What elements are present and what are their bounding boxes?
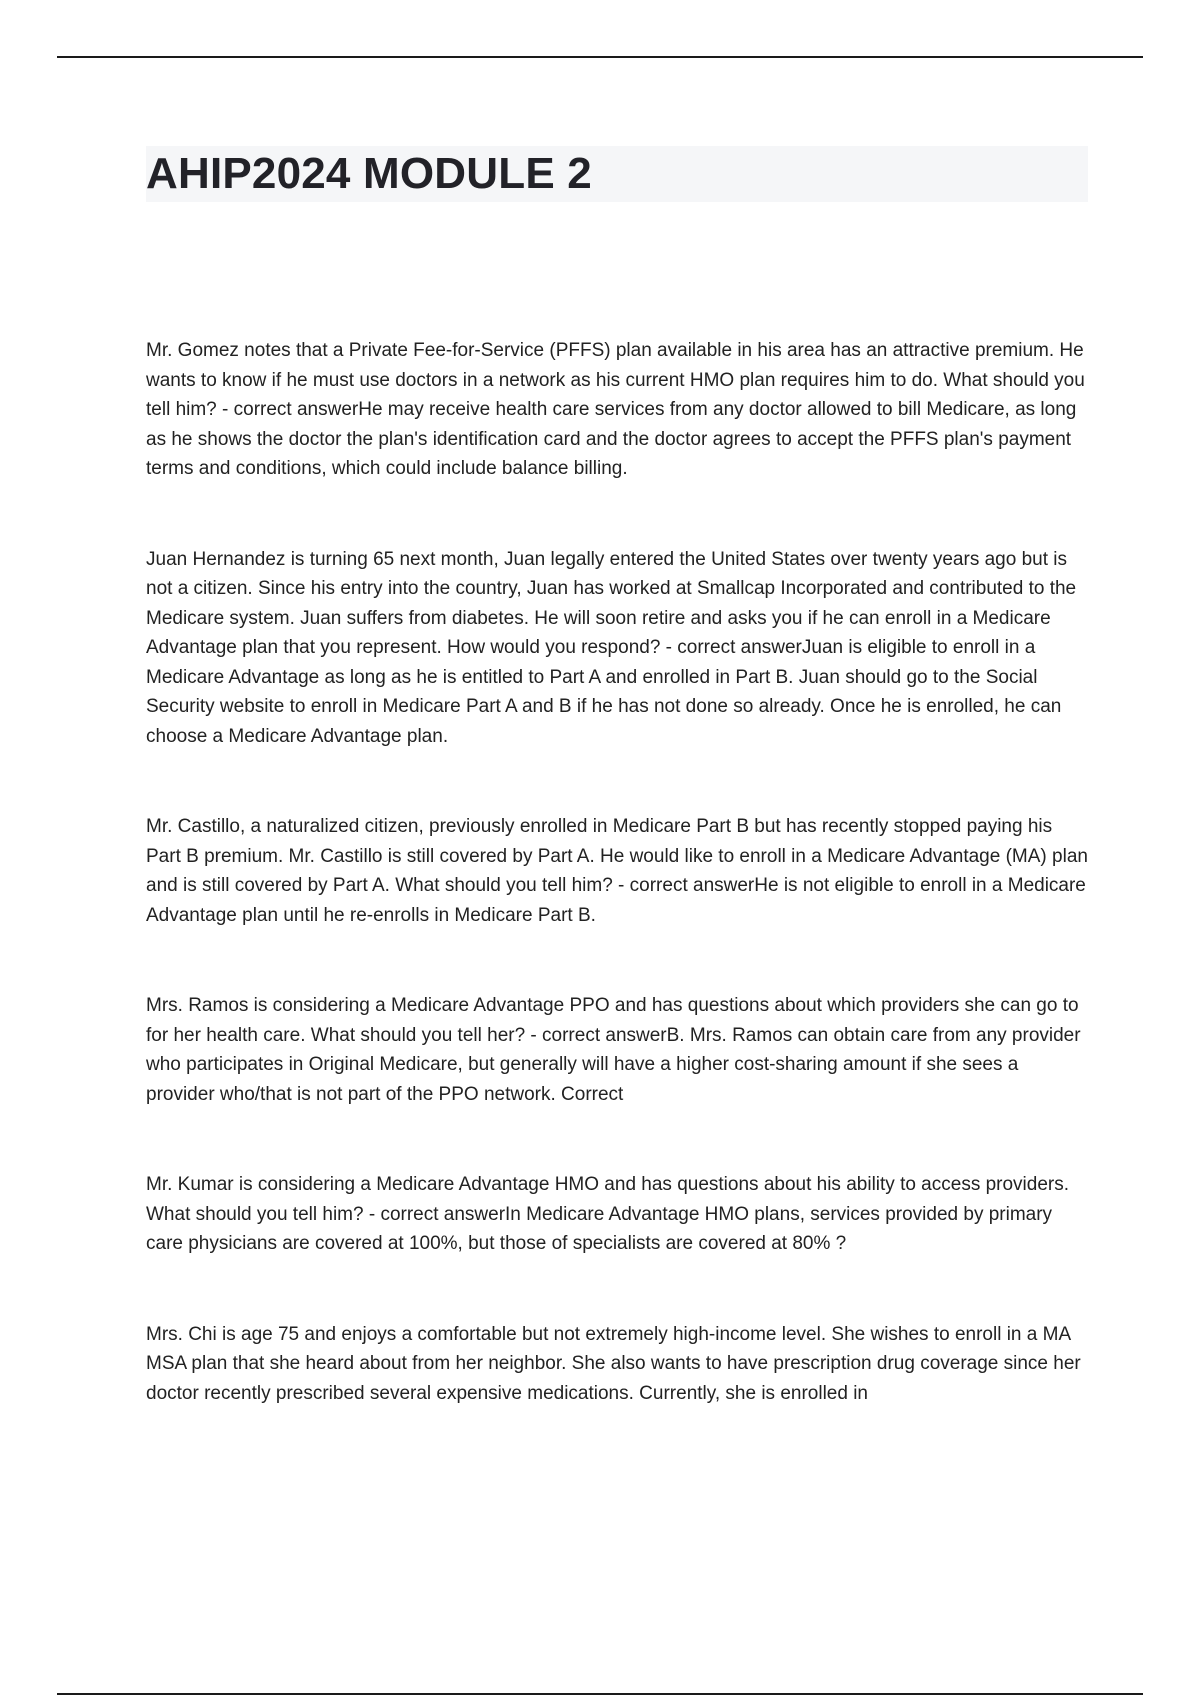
qa-entry-ramos: Mrs. Ramos is considering a Medicare Advantage PPO and has questions about which providers she can go to for her health care. What should you tell her? - correct answerB. Mrs. Ramos can obtain care from any provider who participates in Original Medicare, but generally will have a higher cost-sharing amount if she sees a provider who/that is not part of the PPO network. Correct	[146, 995, 1081, 1105]
qa-entry-chi: Mrs. Chi is age 75 and enjoys a comfortable but not extremely high-income level. She wishes to enroll in a MA MSA plan that she heard about from her neighbor. She also wants to have prescription drug coverage since her doctor recently prescribed several expensive medications. Currently, she is enrolled in	[146, 1323, 1081, 1404]
top-rule	[57, 56, 1143, 58]
qa-entry-hernandez: Juan Hernandez is turning 65 next month, Juan legally entered the United States over twenty years ago but is not a citizen. Since his entry into the country, Juan has worked at Smallcap Incorporated and contributed to the Medicare system. Juan suffers from diabetes. He will soon retire and asks you if he can enroll in a Medicare Advantage plan that you represent. How would you respond? - correct answerJuan is eligible to enroll in a Medicare Advantage as long as he is entitled to Part A and enrolled in Part B. Juan should go to the Social Security website to enroll in Medicare Part A and B if he has not done so already. Once he is enrolled, he can choose a Medicare Advantage plan.	[146, 548, 1077, 747]
document-title: AHIP2024 MODULE 2	[146, 149, 592, 198]
document-body	[146, 336, 1092, 1469]
qa-entry-kumar: Mr. Kumar is considering a Medicare Advantage HMO and has questions about his ability to access providers. What should you tell him? - correct answerIn Medicare Advantage HMO plans, services provided by primary care physicians are covered at 100%, but those of specialists are covered at 80% ?	[146, 1174, 1070, 1254]
bottom-rule	[57, 1693, 1143, 1695]
qa-entry-castillo: Mr. Castillo, a naturalized citizen, previously enrolled in Medicare Part B but has recently stopped paying his Part B premium. Mr. Castillo is still covered by Part A. He would like to enroll in a Medicare Advantage (MA) plan and is still covered by Part A. What should you tell him? - correct answerHe is not eligible to enroll in a Medicare Advantage plan until he re-enrolls in Medicare Part B.	[146, 816, 1088, 926]
qa-entry-gomez: Mr. Gomez notes that a Private Fee-for-Service (PFFS) plan available in his area has an attractive premium. He wants to know if he must use doctors in a network as his current HMO plan requires him to do. What should you tell him? - correct answerHe may receive health care services from any doctor allowed to bill Medicare, as long as he shows the doctor the plan's identification card and the doctor agrees to accept the PFFS plan's payment terms and conditions, which could include balance billing.	[146, 340, 1085, 479]
